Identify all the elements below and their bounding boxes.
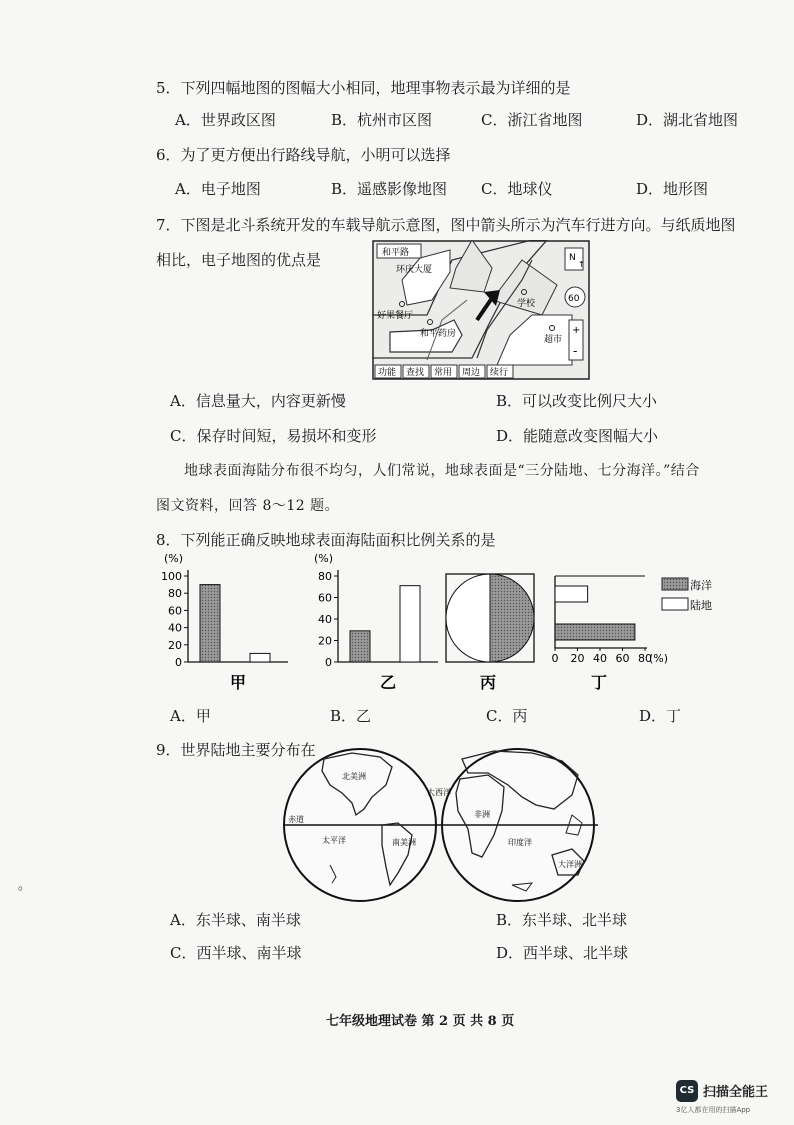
q5-stem: 5．下列四幅地图的图幅大小相同，地理事物表示最为详细的是 xyxy=(156,79,571,97)
chart-3-x-tick-label: 60 xyxy=(615,652,630,665)
q6-option-c[interactable]: C．地球仪 xyxy=(481,180,553,198)
q7-option-d[interactable]: D．能随意改变图幅大小 xyxy=(496,427,659,445)
nav-button-function: 功能 xyxy=(378,368,397,378)
q8-option-a[interactable]: A．甲 xyxy=(170,707,211,725)
chart-1-y-tick-label: 60 xyxy=(318,591,332,605)
atlantic-label: 大西洋 xyxy=(427,788,451,797)
chart-1-y-tick-label: 80 xyxy=(318,570,332,583)
q9-option-b[interactable]: B．东半球、北半球 xyxy=(496,911,628,929)
equator-label: 赤道 xyxy=(288,815,304,824)
chart-1-bar-land xyxy=(400,586,420,662)
q6-option-b[interactable]: B．遥感影像地图 xyxy=(331,180,448,198)
chart-2-caption: 丙 xyxy=(480,673,497,692)
indian-ocean-label: 印度洋 xyxy=(508,838,532,847)
nav-button-search: 查找 xyxy=(406,368,425,378)
chart-0-y-tick-label: 40 xyxy=(168,621,182,635)
stray-mark: 。 xyxy=(18,878,32,893)
chart-1-y-tick-label: 40 xyxy=(318,613,332,626)
chart-bing xyxy=(440,548,550,698)
q7-option-a[interactable]: A．信息量大，内容更新慢 xyxy=(170,392,346,410)
chart-3-unit-label: (%) xyxy=(649,652,669,665)
school-label: 学校 xyxy=(517,299,536,309)
nav-button-continue: 续行 xyxy=(490,368,509,378)
q7-stem-line2: 相比，电子地图的优点是 xyxy=(156,251,322,269)
africa-label: 非洲 xyxy=(474,810,490,819)
north-america-label: 北美洲 xyxy=(342,772,366,781)
chart-1-caption: 乙 xyxy=(380,673,397,692)
chart-0-caption: 甲 xyxy=(230,673,247,692)
chart-0-y-tick-label: 100 xyxy=(161,570,182,583)
chart-legend xyxy=(660,575,730,617)
q5-option-c[interactable]: C．浙江省地图 xyxy=(481,111,583,129)
nav-button-nearby: 周边 xyxy=(462,368,481,378)
chart-0-bar-land xyxy=(250,653,270,662)
speed-limit: 60 xyxy=(568,294,580,304)
chart-0-y-tick-label: 60 xyxy=(168,604,182,618)
chart-2-slice-ocean xyxy=(490,574,534,662)
q9-option-a[interactable]: A．东半球、南半球 xyxy=(170,911,301,929)
q6-option-a[interactable]: A．电子地图 xyxy=(175,180,261,198)
legend-ocean-swatch xyxy=(662,578,688,590)
navigation-map xyxy=(372,240,590,382)
q9-option-c[interactable]: C．西半球、南半球 xyxy=(170,944,302,962)
q7-stem-line1: 7．下图是北斗系统开发的车载导航示意图，图中箭头所示为汽车行进方向。与纸质地图 xyxy=(156,216,736,234)
chart-0-unit-label: (%) xyxy=(164,552,184,565)
chart-0-y-tick-label: 20 xyxy=(168,638,182,652)
q8-stem: 8．下列能正确反映地球表面海陆面积比例关系的是 xyxy=(156,531,496,549)
zoom-in-icon: + xyxy=(572,325,581,336)
q5-option-d[interactable]: D．湖北省地图 xyxy=(636,111,739,129)
chart-3-x-tick-label: 80 xyxy=(638,652,652,665)
q8-option-b[interactable]: B．乙 xyxy=(330,707,372,725)
nav-button-bar xyxy=(375,365,513,378)
chart-0-bar-ocean xyxy=(200,585,220,662)
hemisphere-map xyxy=(282,745,600,905)
chart-2-slice-land xyxy=(446,574,490,662)
passage-line1: 地球表面海陆分布很不均匀，人们常说，地球表面是“三分陆地、七分海洋。”结合 xyxy=(184,463,700,479)
chart-3-caption: 丁 xyxy=(591,673,608,692)
oceania-label: 大洋洲 xyxy=(558,860,582,869)
legend-land-label: 陆地 xyxy=(690,599,712,612)
scanner-watermark xyxy=(676,1080,776,1116)
q7-option-b[interactable]: B．可以改变比例尺大小 xyxy=(496,392,658,410)
chart-1-y-tick-label: 20 xyxy=(318,634,332,648)
chart-1-unit-label: (%) xyxy=(314,552,334,565)
q5-option-a[interactable]: A．世界政区图 xyxy=(175,111,276,129)
north-icon: N xyxy=(569,253,576,263)
q8-option-d[interactable]: D．丁 xyxy=(639,707,682,725)
chart-3-x-tick-label: 40 xyxy=(593,652,607,665)
chart-1-bar-ocean xyxy=(350,631,370,662)
scanner-logo-icon: CS xyxy=(676,1080,698,1102)
chart-1-y-tick-label: 0 xyxy=(325,656,332,669)
chart-yi xyxy=(300,548,450,698)
q6-option-d[interactable]: D．地形图 xyxy=(636,180,709,198)
legend-land-swatch xyxy=(662,598,688,610)
scanner-tagline: 3亿人都在用的扫描App xyxy=(676,1106,751,1114)
svg-text:↑: ↑ xyxy=(578,260,585,269)
building-label: 环庆大厦 xyxy=(396,265,433,275)
q7-option-c[interactable]: C．保存时间短，易损坏和变形 xyxy=(170,427,377,445)
q8-option-c[interactable]: C．丙 xyxy=(486,707,528,725)
q6-stem: 6．为了更方便出行路线导航，小明可以选择 xyxy=(156,146,451,164)
market-label: 超市 xyxy=(544,335,563,345)
chart-0-y-tick-label: 80 xyxy=(168,587,182,601)
pharmacy-label: 和平药房 xyxy=(420,329,457,339)
page-footer: 七年级地理试卷 第 2 页 共 8 页 xyxy=(326,1014,515,1029)
q9-stem: 9．世界陆地主要分布在 xyxy=(156,741,316,759)
nav-button-favorites: 常用 xyxy=(434,368,453,378)
south-america-label: 南美洲 xyxy=(392,838,416,847)
road-label: 和平路 xyxy=(382,248,410,258)
pacific-label: 太平洋 xyxy=(322,836,346,845)
legend-ocean-label: 海洋 xyxy=(690,579,712,592)
scanner-name: 扫描全能王 xyxy=(703,1085,769,1100)
passage-line2: 图文资料，回答 8～12 题。 xyxy=(156,498,340,514)
chart-3-x-tick-label: 0 xyxy=(551,652,559,665)
restaurant-label: 好果餐厅 xyxy=(377,311,414,321)
chart-3-bar-ocean xyxy=(555,624,635,640)
chart-0-y-tick-label: 0 xyxy=(175,656,182,669)
q5-option-b[interactable]: B．杭州市区图 xyxy=(331,111,433,129)
chart-3-bar-land xyxy=(555,586,588,602)
chart-ding xyxy=(545,548,685,698)
zoom-out-icon: - xyxy=(573,344,578,358)
q9-option-d[interactable]: D．西半球、北半球 xyxy=(496,944,629,962)
chart-jia xyxy=(150,548,300,698)
chart-3-x-tick-label: 20 xyxy=(570,652,585,665)
